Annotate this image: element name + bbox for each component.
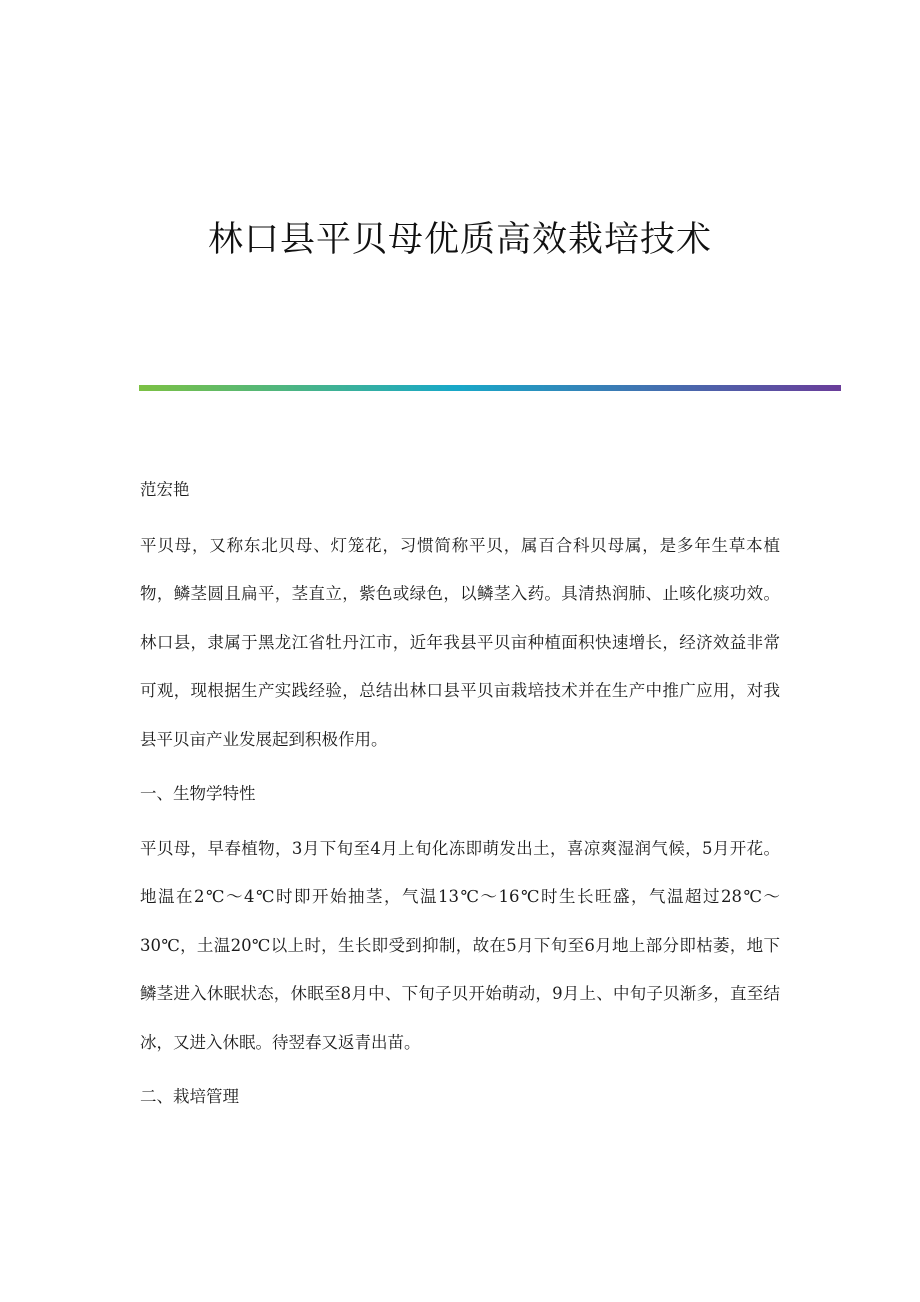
section-heading-cultivation: 二、栽培管理 (140, 1087, 239, 1106)
title-divider (139, 385, 841, 391)
section-heading-biology: 一、生物学特性 (140, 784, 256, 803)
biology-paragraph: 平贝母，早春植物，3月下旬至4月上旬化冻即萌发出土，喜凉爽湿润气候，5月开花。地温在2℃～4℃时即开始抽茎，气温13℃～16℃时生长旺盛，气温超过28℃～30℃，土温20℃以上时，生长即受到抑制，故在5月下旬至6月地上部分即枯萎，地下鳞茎进入休眠状态，休眠至8月中、下旬子贝开始萌动，9月上、中旬子贝渐多，直至结冰，又进入休眠。待翌春又返青出苗。 (140, 838, 780, 1052)
document-body (140, 466, 780, 1128)
document-title: 林口县平贝母优质高效栽培技术 (207, 220, 712, 260)
intro-paragraph: 平贝母，又称东北贝母、灯笼花，习惯简称平贝，属百合科贝母属，是多年生草本植物，鳞茎圆且扁平，茎直立，紫色或绿色，以鳞茎入药。具清热润肺、止咳化痰功效。林口县，隶属于黑龙江省牡丹江市，近年我县平贝亩种植面积快速增长，经济效益非常可观，现根据生产实践经验，总结出林口县平贝亩栽培技术并在生产中推广应用，对我县平贝亩产业发展起到积极作用。 (140, 535, 780, 749)
author-name: 范宏艳 (140, 480, 190, 499)
